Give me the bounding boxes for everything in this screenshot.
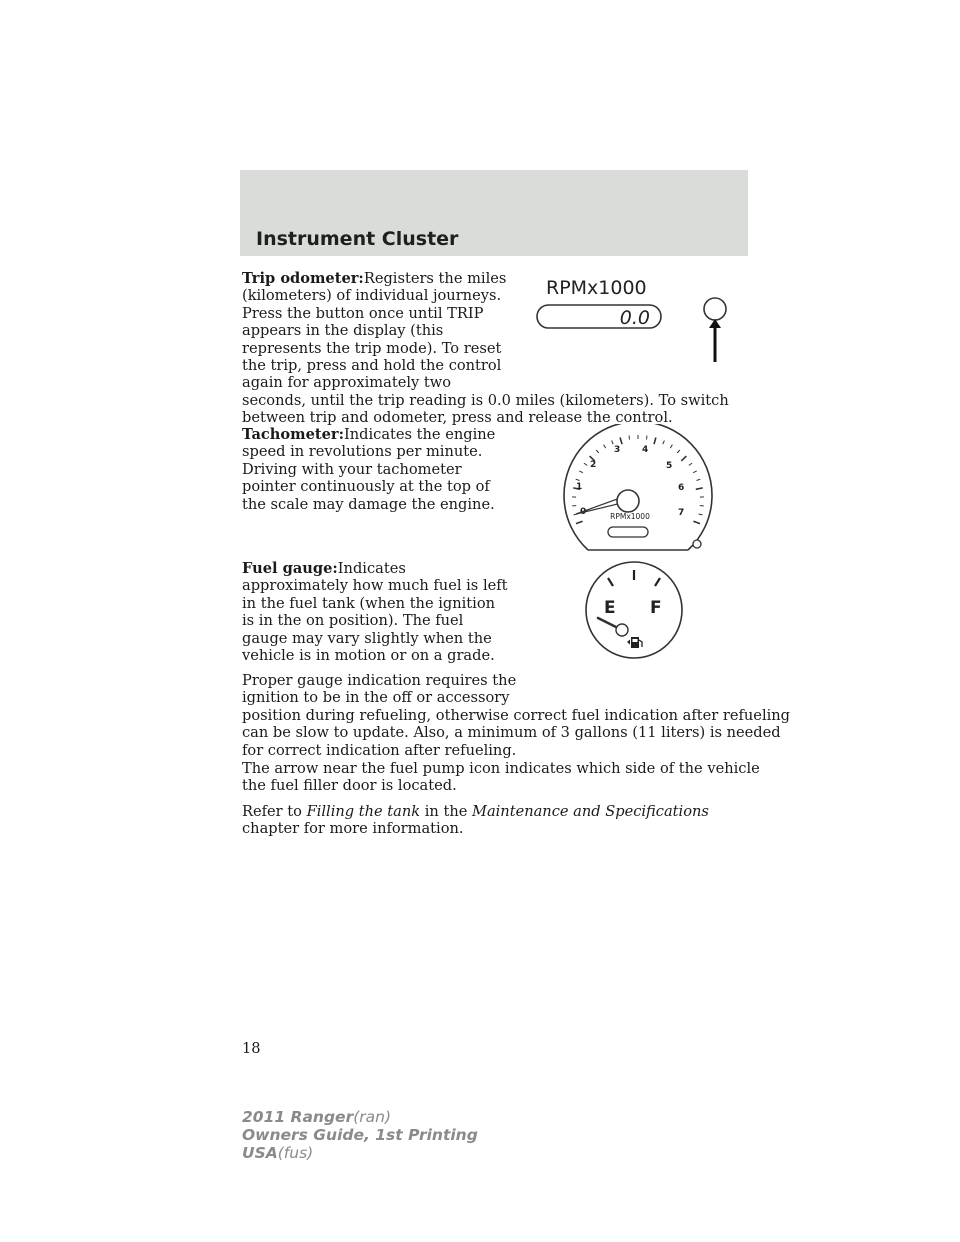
tach-text-line: the scale may damage the engine. <box>242 495 495 513</box>
fuel-gauge-term: Fuel gauge: <box>242 560 338 577</box>
tach-unit-label: RPMx1000 <box>610 512 650 521</box>
tach-needle-hub <box>617 490 639 512</box>
fuel-text-line: vehicle is in motion or on a grade. <box>242 647 495 665</box>
tach-tick <box>699 514 703 515</box>
trip-text-line: seconds, until the trip reading is 0.0 miles (kilometers). To switch <box>242 391 729 409</box>
page-number: 18 <box>242 1040 261 1057</box>
tach-text-line: pointer continuously at the top of <box>242 478 490 496</box>
tach-tick-label: 6 <box>678 483 685 493</box>
tach-tick <box>620 438 622 445</box>
tach-tick <box>584 463 587 465</box>
tachometer-paragraph <box>242 426 495 513</box>
tach-tick <box>579 471 583 473</box>
tachometer-figure <box>558 424 718 560</box>
trip-figure-label: RPMx1000 <box>546 277 647 299</box>
trip-text-line: again for approximately two <box>242 374 452 392</box>
section-header-band <box>240 170 748 256</box>
trip-reset-button-icon <box>704 298 726 320</box>
proper-text-line: Proper gauge indication requires the <box>242 672 517 689</box>
refer-prefix: Refer to <box>242 803 302 820</box>
fuel-gauge-figure <box>582 558 686 662</box>
tach-tick-label: 2 <box>590 460 597 470</box>
arrow-head-icon <box>709 319 721 328</box>
fuel-full-label: F <box>650 598 662 618</box>
tach-tick <box>689 463 692 465</box>
footer-guide: Owners Guide, 1st Printing <box>242 1126 478 1144</box>
trip-text-line: appears in the display (this <box>242 322 444 340</box>
fuel-gauge-paragraph <box>242 560 508 664</box>
tach-tick <box>681 456 686 461</box>
fuel-text-line: in the fuel tank (when the ignition <box>242 594 496 612</box>
tach-tick <box>576 479 580 480</box>
tach-text-line: speed in revolutions per minute. <box>242 443 483 461</box>
fuel-needle-hub <box>616 624 628 636</box>
tach-tick <box>604 445 606 448</box>
trip-display-reading: 0.0 <box>619 307 650 329</box>
tach-tick <box>576 521 583 523</box>
tach-tick <box>670 445 672 448</box>
tach-odometer-window <box>608 527 648 537</box>
trip-text-line: between trip and odometer, press and release the control. <box>242 409 673 427</box>
document-footer <box>242 1108 478 1162</box>
fuel-text-line: approximately how much fuel is left <box>242 577 508 595</box>
proper-text-line: ignition to be in the off or accessory <box>242 689 510 707</box>
fuel-text-line: gauge may vary slightly when the <box>242 629 492 647</box>
fuel-empty-label: E <box>604 598 616 618</box>
tachometer-term: Tachometer: <box>242 426 344 443</box>
trip-text-line: Registers the miles <box>363 270 507 287</box>
fuel-text-line: Indicates <box>337 560 406 577</box>
tach-tick <box>612 441 614 445</box>
arrow-text-line: The arrow near the fuel pump icon indicates which side of the vehicle <box>242 760 760 777</box>
refer-paragraph <box>242 803 709 838</box>
refer-link-maintenance-chapter[interactable]: Maintenance and Specifications <box>472 803 709 820</box>
refer-text-line: chapter for more information. <box>242 820 464 838</box>
tach-reset-button-icon <box>693 540 701 548</box>
arrow-text-line: the fuel filler door is located. <box>242 777 457 795</box>
tach-tick <box>629 436 630 440</box>
tach-tick <box>596 450 599 453</box>
trip-odometer-term: Trip odometer: <box>242 270 364 287</box>
trip-text-line: (kilometers) of individual journeys. <box>242 287 502 305</box>
tach-tick <box>677 450 680 453</box>
tach-text-line: Indicates the engine <box>343 426 496 443</box>
trip-odometer-figure <box>500 270 740 370</box>
tach-tick-label: 7 <box>678 508 685 518</box>
tach-tick <box>647 436 648 440</box>
footer-market: USA <box>242 1144 278 1162</box>
tach-text-line: Driving with your tachometer <box>242 460 462 478</box>
footer-model: 2011 Ranger <box>242 1108 354 1126</box>
tach-tick <box>696 488 703 489</box>
proper-indication-paragraph <box>242 672 790 759</box>
tach-tick <box>663 441 665 445</box>
fuel-text-line: is in the on position). The fuel <box>242 612 464 630</box>
tach-tick <box>697 479 701 480</box>
tach-tick <box>654 438 656 445</box>
tach-tick <box>693 471 697 473</box>
section-title: Instrument Cluster <box>256 228 459 250</box>
proper-text-line: can be slow to update. Also, a minimum of 3 gallons (11 liters) is needed <box>242 724 781 742</box>
proper-text-line: position during refueling, otherwise correct fuel indication after refueling <box>242 706 791 724</box>
tach-tick-label: 5 <box>666 461 673 471</box>
refer-link-filling-the-tank[interactable]: Filling the tank <box>306 803 421 820</box>
footer-model-code: (ran) <box>353 1108 392 1126</box>
footer-market-code: (fus) <box>277 1144 314 1162</box>
proper-text-line: for correct indication after refueling. <box>242 741 517 759</box>
tach-tick-label: 3 <box>614 445 621 455</box>
trip-text-line: Press the button once until TRIP <box>242 304 484 322</box>
trip-text-line: the trip, press and hold the control <box>242 357 502 375</box>
trip-text-line: represents the trip mode). To reset <box>242 339 502 357</box>
tach-tick-label: 4 <box>642 445 649 455</box>
tach-tick <box>693 521 700 523</box>
arrow-paragraph <box>242 760 760 795</box>
tach-tick-label: 1 <box>576 482 583 492</box>
refer-mid: in the <box>424 803 468 820</box>
